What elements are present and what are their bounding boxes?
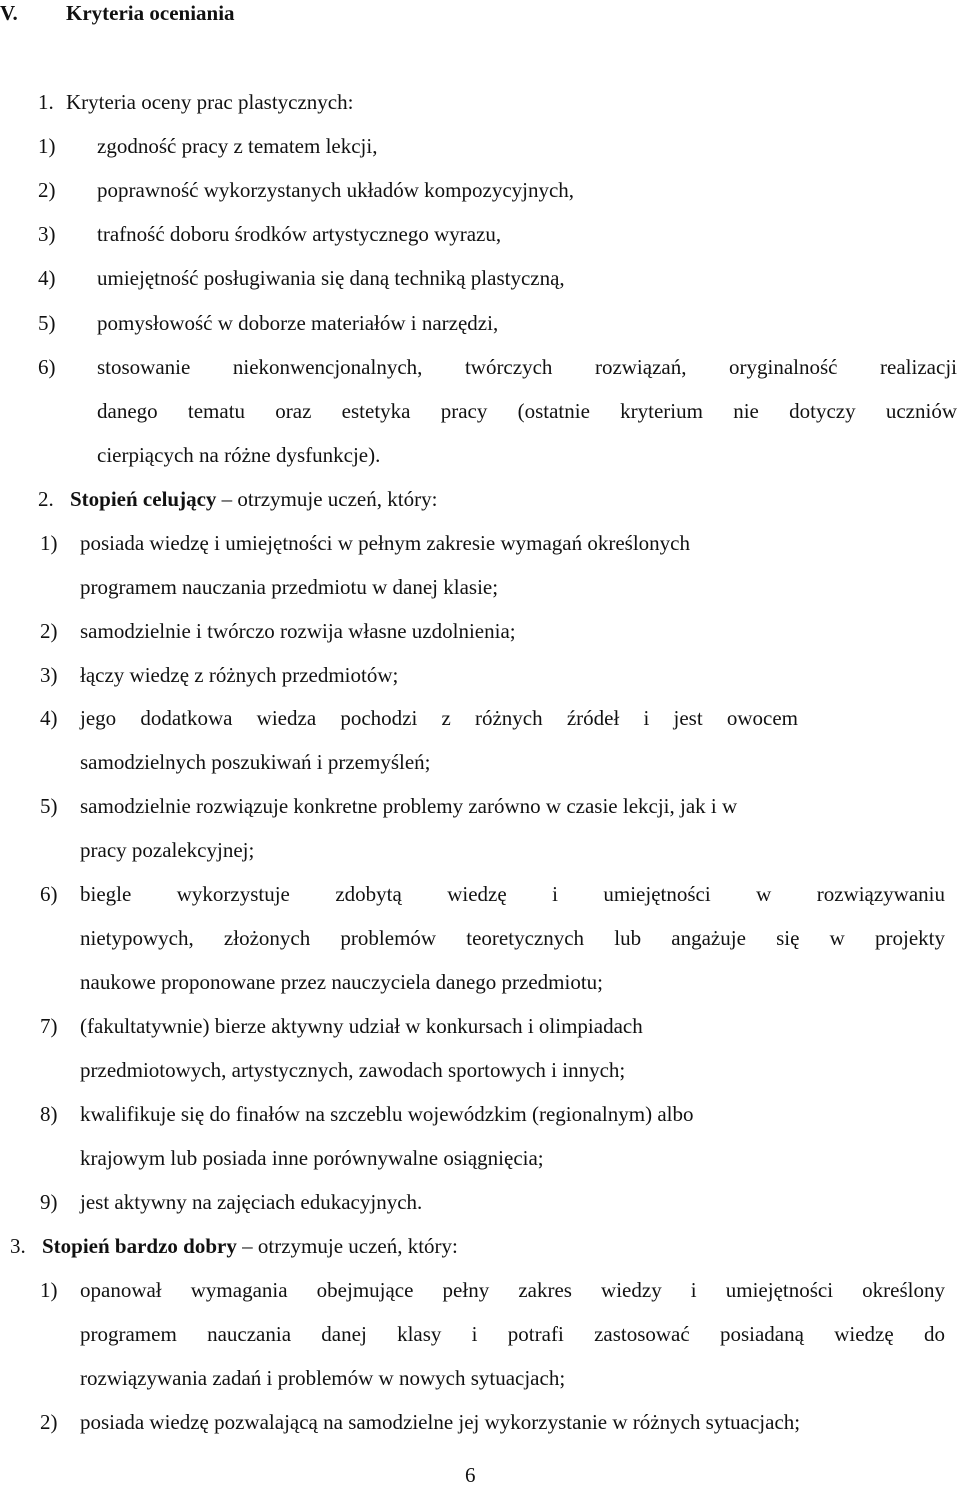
s3-grade: Stopień bardzo dobry [42,1234,237,1258]
s2-grade: Stopień celujący [70,487,217,511]
s1-item-6-line-2: danego tematu oraz estetyka pracy (ostatnie kryterium nie dotyczy uczniów [97,399,957,423]
s2-item-6-line-2: nietypowych, złożonych problemów teoretycznych lub angażuje się w projekty [80,926,945,950]
page-number: 6 [465,1463,476,1487]
s1-item-3-number: 3) [38,222,56,246]
s3-item-2-number: 2) [40,1410,58,1434]
s2-item-7-number: 7) [40,1014,58,1038]
s2-item-4-line-1: jego dodatkowa wiedza pochodzi z różnych źródeł i jest owocem [80,706,798,730]
section-title: Kryteria oceniania [66,1,235,25]
s3-item-1-line-3: rozwiązywania zadań i problemów w nowych sytuacjach; [80,1366,566,1390]
s1-item-1-text: zgodność pracy z tematem lekcji, [97,134,378,158]
s2-number: 2. [38,487,54,511]
s3-heading-rest: – otrzymuje uczeń, który: [242,1234,458,1258]
s2-item-3-line-1: łączy wiedzę z różnych przedmiotów; [80,663,399,687]
s2-item-3-number: 3) [40,663,58,687]
s2-item-6-line-3: naukowe proponowane przez nauczyciela danego przedmiotu; [80,970,604,994]
s3-item-2-line-1: posiada wiedzę pozwalającą na samodzielne jej wykorzystanie w różnych sytuacjach; [80,1410,801,1434]
s2-heading-rest: – otrzymuje uczeń, który: [221,487,438,511]
s1-item-6-line-3: cierpiących na różne dysfunkcje). [97,443,381,467]
s2-item-4-line-2: samodzielnych poszukiwań i przemyśleń; [80,750,431,774]
s2-item-2-line-1: samodzielnie i twórczo rozwija własne uzdolnienia; [80,619,516,643]
s3-number: 3. [10,1234,26,1258]
section-number: V. [0,1,18,25]
s3-item-1-line-1: opanował wymagania obejmujące pełny zakres wiedzy i umiejętności określony [80,1278,945,1302]
s3-item-1-number: 1) [40,1278,58,1302]
s2-item-8-line-1: kwalifikuje się do finałów na szczeblu wojewódzkim (regionalnym) albo [80,1102,694,1126]
s2-item-5-number: 5) [40,794,58,818]
s2-item-5-line-2: pracy pozalekcyjnej; [80,838,255,862]
s1-item-2-text: poprawność wykorzystanych układów kompozycyjnych, [97,178,575,202]
s2-item-7-line-1: (fakultatywnie) bierze aktywny udział w konkursach i olimpiadach [80,1014,643,1038]
s2-item-7-line-2: przedmiotowych, artystycznych, zawodach sportowych i innych; [80,1058,626,1082]
s3-item-1-line-2: programem nauczania danej klasy i potrafi zastosować posiadaną wiedzę do [80,1322,945,1346]
s2-heading [70,487,437,511]
s1-item-1-number: 1) [38,134,56,158]
s3-heading [42,1234,458,1258]
s2-item-6-number: 6) [40,882,58,906]
s2-item-5-line-1: samodzielnie rozwiązuje konkretne problemy zarówno w czasie lekcji, jak i w [80,794,738,818]
s2-item-1-line-1: posiada wiedzę i umiejętności w pełnym zakresie wymagań określonych [80,531,690,555]
s2-item-1-line-2: programem nauczania przedmiotu w danej klasie; [80,575,499,599]
s1-item-2-number: 2) [38,178,56,202]
s2-item-6-line-1: biegle wykorzystuje zdobytą wiedzę i umiejętności w rozwiązywaniu [80,882,945,906]
s1-item-6-number: 6) [38,355,56,379]
s2-item-8-number: 8) [40,1102,58,1126]
s2-item-4-number: 4) [40,706,58,730]
s1-item-5-text: pomysłowość w doborze materiałów i narzędzi, [97,311,499,335]
s2-item-9-number: 9) [40,1190,58,1214]
s1-item-6-line-1: stosowanie niekonwencjonalnych, twórczych rozwiązań, oryginalność realizacji [97,355,957,379]
s1-item-4-number: 4) [38,266,56,290]
s1-item-3-text: trafność doboru środków artystycznego wyrazu, [97,222,502,246]
s1-number: 1. [38,90,54,114]
s2-item-8-line-2: krajowym lub posiada inne porównywalne osiągnięcia; [80,1146,544,1170]
s1-item-5-number: 5) [38,311,56,335]
s1-item-4-text: umiejętność posługiwania się daną techniką plastyczną, [97,266,565,290]
s1-heading: Kryteria oceny prac plastycznych: [66,90,354,114]
s2-item-1-number: 1) [40,531,58,555]
s2-item-9-line-1: jest aktywny na zajęciach edukacyjnych. [80,1190,423,1214]
s2-item-2-number: 2) [40,619,58,643]
